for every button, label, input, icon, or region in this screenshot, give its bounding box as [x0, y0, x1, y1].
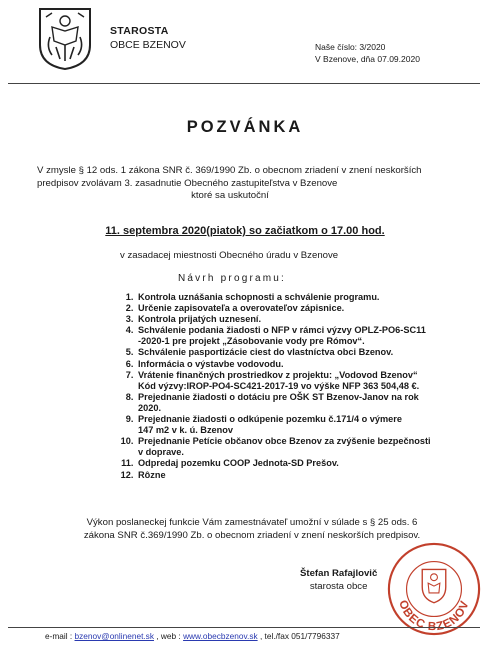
place-date: V Bzenove, dňa 07.09.2020	[315, 54, 420, 64]
agenda-item-line: -2020-1 pre projekt „Zásobovanie vody pre Rómov“.	[138, 336, 365, 347]
agenda-item-line: 2. Určenie zapisovateľa a overovateľov zápisnice.	[138, 303, 345, 314]
agenda-item-line: 11. Odpredaj pozemku COOP Jednota-SD Prešov.	[138, 458, 339, 469]
footer-divider	[8, 627, 480, 628]
agenda-item	[136, 458, 476, 469]
agenda-item-line: 1. Kontrola uznášania schopnosti a schválenie programu.	[138, 292, 380, 302]
agenda-item-line: 12. Rôzne	[138, 469, 166, 480]
email-label: e-mail :	[45, 631, 73, 641]
agenda-item	[136, 470, 476, 481]
office-municipality: OBCE BZENOV	[110, 39, 186, 51]
closing-line: Výkon poslaneckej funkcie Vám zamestnávateľ umožní v súlade s § 25 ods. 6	[86, 517, 418, 528]
phone-text: , tel./fax 051/7796337	[259, 631, 340, 641]
agenda-item-line: 7. Vrátenie finančných prostriedkov z projektu: „Vodovod Bzenov“	[138, 369, 418, 380]
agenda-item-line: 10. Prejednanie Petície občanov obce Bzenov za zvýšenie bezpečnosti	[138, 436, 431, 447]
intro-line: ktoré sa uskutoční	[191, 190, 269, 201]
office-header	[110, 24, 186, 52]
agenda-item-line: 8. Prejednanie žiadosti o dotáciu pre OŠK ST Bzenov-Janov na rok	[138, 391, 419, 402]
agenda-item	[136, 325, 476, 347]
email-link[interactable]: bzenov@onlinenet.sk	[74, 631, 154, 641]
meeting-datetime: 11. septembra 2020(piatok) so začiatkom o 17.00 hod.	[105, 225, 385, 237]
agenda-item-line: 5. Schválenie pasportizácie ciest do vlastníctva obci Bzenov.	[138, 347, 394, 358]
agenda-item	[136, 414, 476, 436]
agenda-item	[136, 370, 476, 392]
agenda-item	[136, 392, 476, 414]
meeting-location: v zasadacej miestnosti Obecného úradu v Bzenove	[120, 250, 339, 261]
agenda-item-line: 3. Kontrola prijatých uznesení.	[138, 314, 262, 325]
agenda-item-line: 6. Informácia o výstavbe vodovodu.	[138, 358, 284, 369]
agenda-item	[136, 292, 476, 303]
reference-block	[315, 41, 420, 65]
header-divider	[8, 83, 480, 84]
agenda-heading: Návrh programu:	[178, 273, 287, 284]
signatory-role: starosta obce	[309, 581, 368, 592]
agenda-list	[118, 292, 476, 481]
signatory-name: Štefan Rafajlovič	[300, 568, 378, 579]
intro-line: predpisov zvolávam 3. zasadnutie Obecného zastupiteľstva v Bzenove	[37, 177, 338, 189]
agenda-item-line: Kód výzvy:IROP-PO4-SC421-2017-19 vo výške NFP 363 504,48 €.	[138, 380, 420, 391]
official-stamp	[385, 540, 483, 638]
closing-paragraph	[37, 517, 467, 542]
agenda-item-line: 2020.	[138, 402, 161, 413]
stamp-text: OBEC BZENOV	[396, 598, 472, 634]
agenda-item-line: 9. Prejednanie žiadosti o odkúpenie pozemku č.171/4 o výmere	[138, 414, 402, 425]
office-title: STAROSTA	[110, 25, 169, 37]
agenda-item	[136, 347, 476, 358]
agenda-item	[136, 436, 476, 458]
agenda-item-line: v doprave.	[138, 447, 184, 458]
web-link[interactable]: www.obecbzenov.sk	[183, 631, 258, 641]
municipal-coat-of-arms	[38, 7, 92, 71]
signature-block	[300, 567, 377, 593]
agenda-item-line: 4. Schválenie podania žiadosti o NFP v rámci výzvy OPLZ-PO6-SC11	[138, 325, 426, 336]
agenda-item	[136, 303, 476, 314]
agenda-item-line: 147 m2 v k. ú. Bzenov	[138, 425, 233, 436]
intro-paragraph	[37, 165, 457, 203]
agenda-item	[136, 359, 476, 370]
web-label: , web :	[156, 631, 181, 641]
document-title: POZVÁNKA	[186, 118, 304, 136]
footer-contacts	[45, 631, 340, 641]
agenda-item	[136, 314, 476, 325]
intro-line: V zmysle § 12 ods. 1 zákona SNR č. 369/1990 Zb. o obecnom zriadení v znení neskorších	[37, 165, 422, 176]
closing-line: zákona SNR č.369/1990 Zb. o obecnom zriadení v znení neskorších predpisov.	[83, 529, 421, 541]
reference-number: Naše číslo: 3/2020	[315, 42, 386, 52]
